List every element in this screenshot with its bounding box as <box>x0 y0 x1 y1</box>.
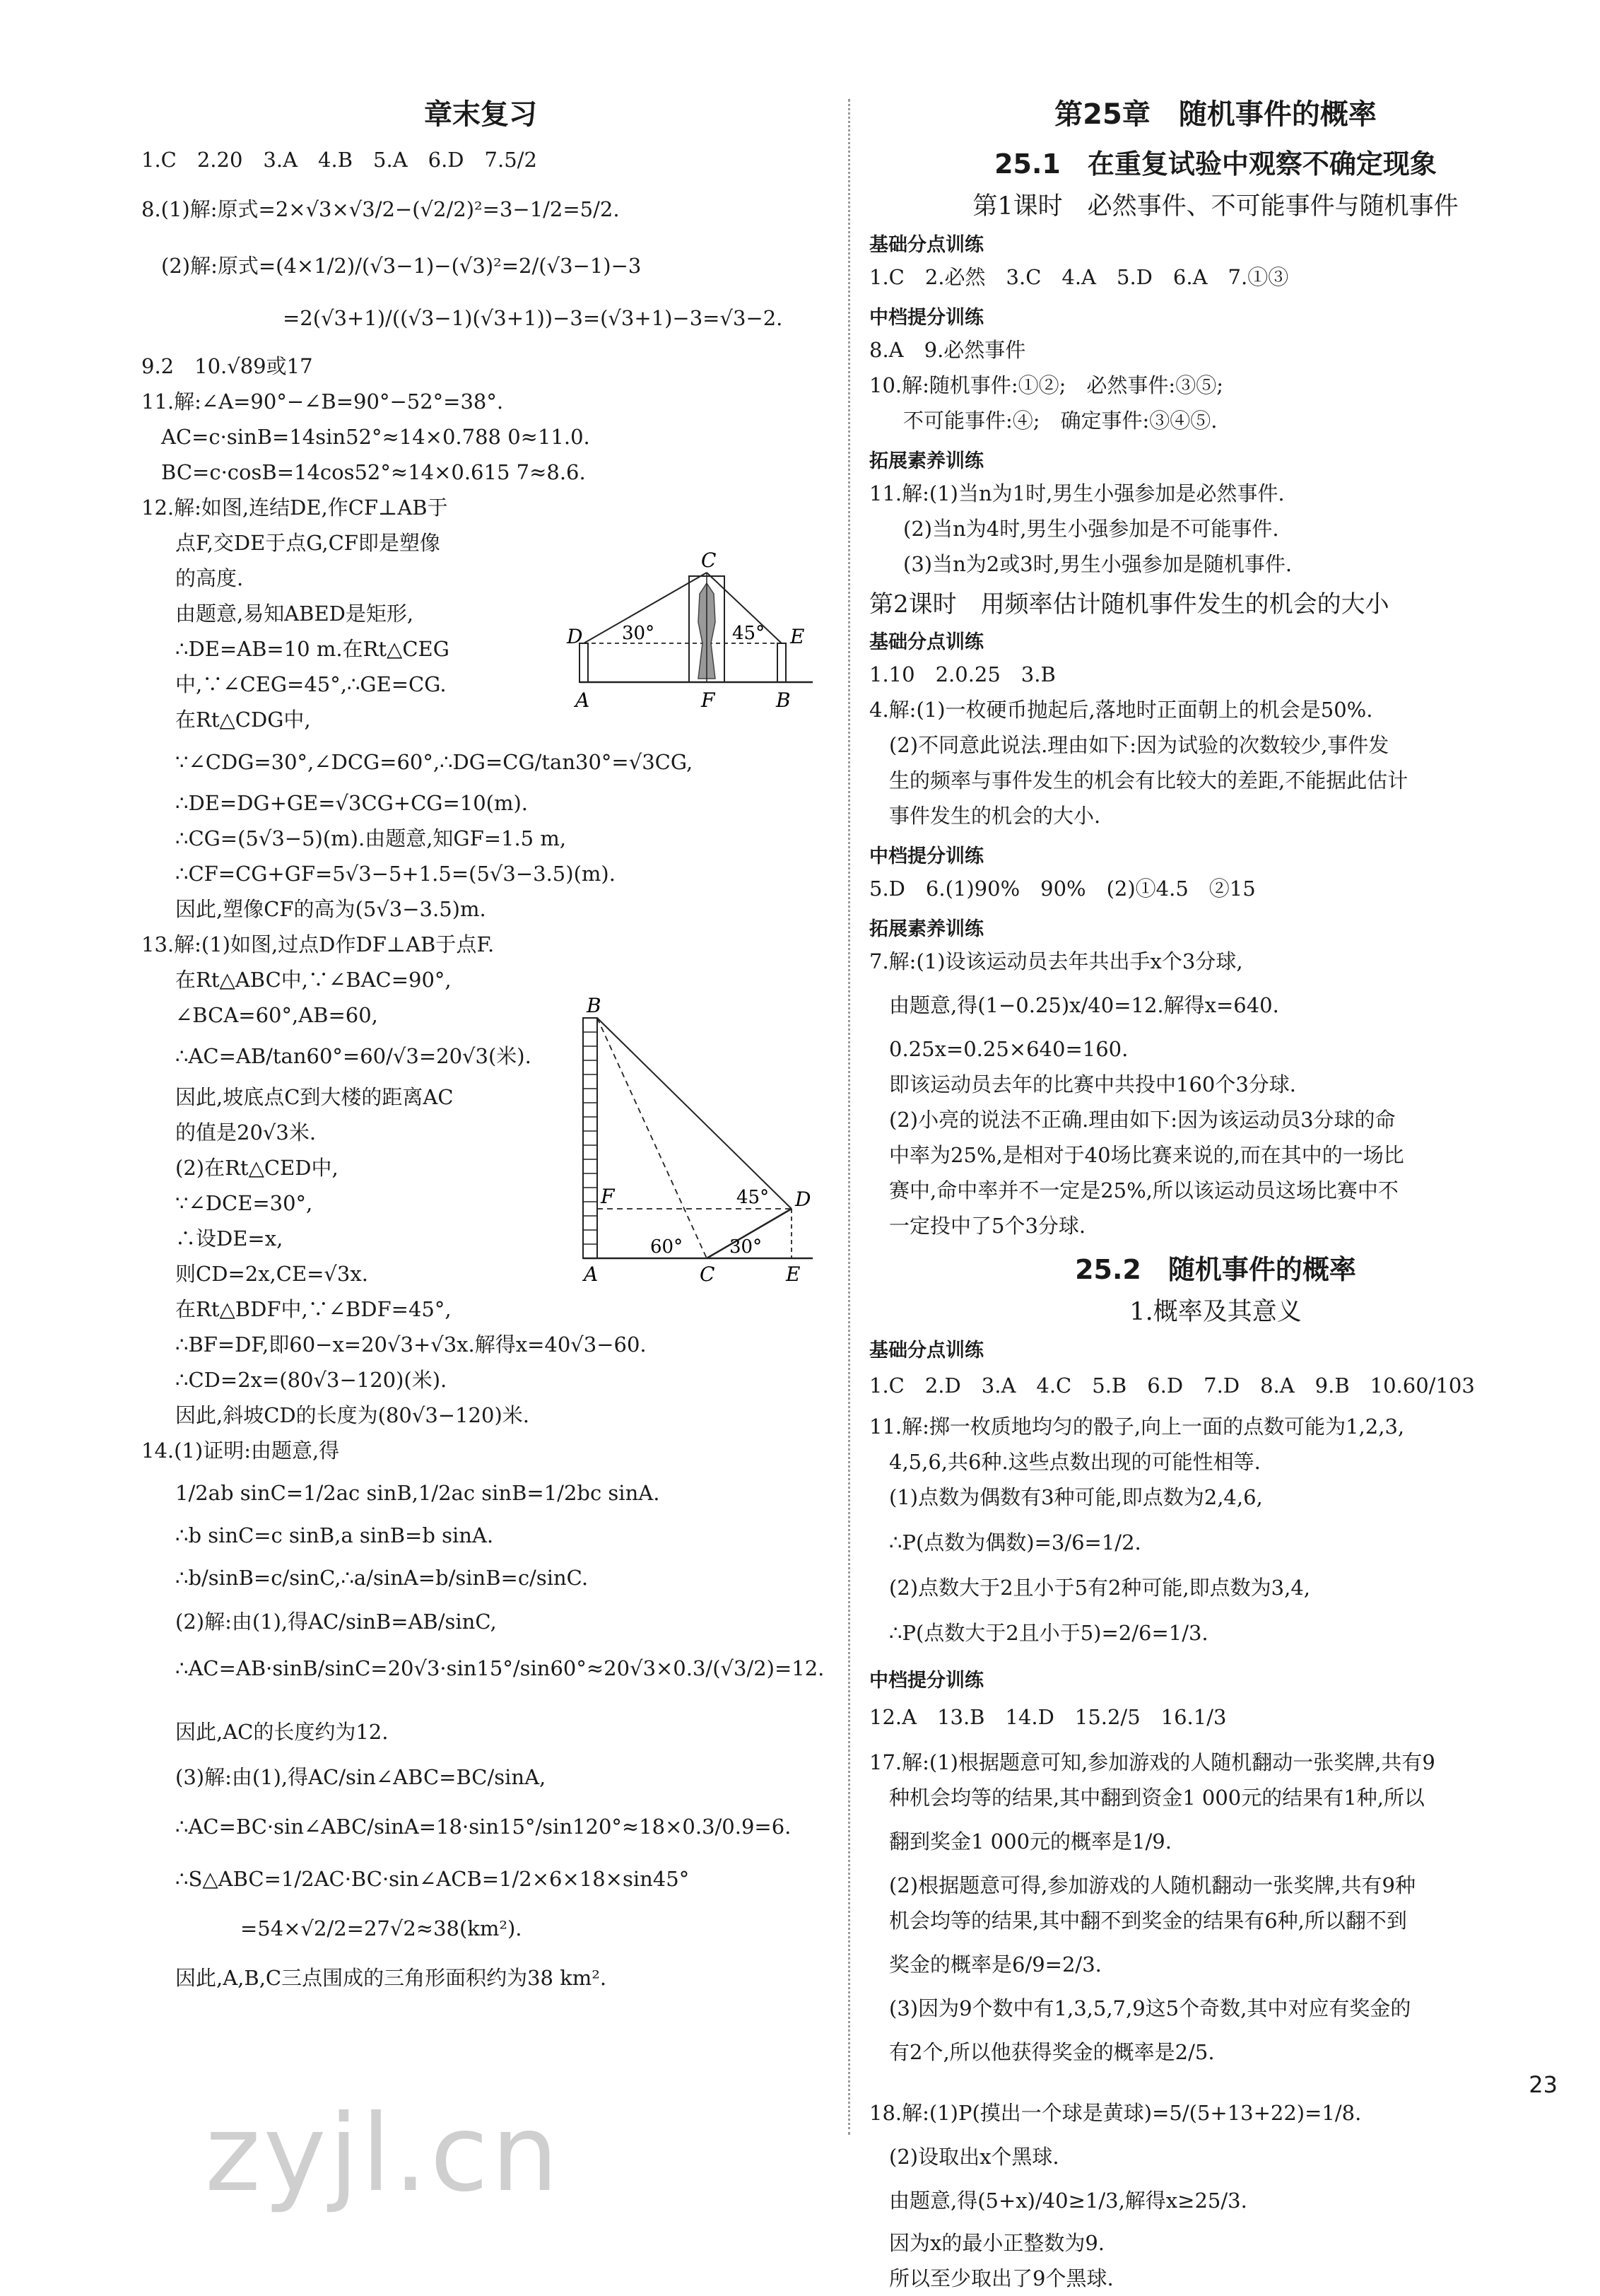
label-A: A <box>584 1263 599 1286</box>
answer-line: (2)解:由(1),得AC/sinB=AB/sinC, <box>175 1610 497 1634</box>
answer-line: 因此,AC的长度约为12. <box>175 1720 389 1744</box>
answer-line: AC=c·sinB=14sin52°≈14×0.788 0≈11.0. <box>161 425 590 449</box>
answer-line: 1.C 2.20 3.A 4.B 5.A 6.D 7.5/2 <box>141 148 537 172</box>
answer-line: 赛中,命中率并不一定是25%,所以该运动员这场比赛中不 <box>889 1178 1399 1202</box>
answer-line: 5.D 6.(1)90% 90% (2)①4.5 ②15 <box>869 877 1256 901</box>
answer-line: ∴CD=2x=(80√3−120)(米). <box>175 1368 447 1392</box>
answer-line: 所以至少取出了9个黑球. <box>889 2266 1114 2290</box>
answer-line: 中率为25%,是相对于40场比赛来说的,而在其中的一场比 <box>889 1143 1404 1167</box>
angle-60: 60° <box>650 1236 683 1258</box>
answer-line: 机会均等的结果,其中翻不到奖金的结果有6种,所以翻不到 <box>889 1909 1407 1933</box>
figure-13-building <box>580 997 820 1287</box>
answer-line: 1.C 2.必然 3.C 4.A 5.D 6.A 7.①③ <box>869 265 1289 289</box>
answer-line: 因为x的最小正整数为9. <box>889 2231 1105 2255</box>
lesson-1-title: 第1课时 必然事件、不可能事件与随机事件 <box>972 192 1459 221</box>
answer-line: (2)当n为4时,男生小强参加是不可能事件. <box>903 517 1279 541</box>
answer-line: ∴AC=AB·sinB/sinC=20√3·sin15°/sin60°≈20√3×0.3/(√3/2)=12. <box>175 1656 825 1680</box>
section-25-1-title: 25.1 在重复试验中观察不确定现象 <box>994 148 1437 180</box>
answer-line: (2)设取出x个黑球. <box>889 2145 1059 2169</box>
answer-line: (3)当n为2或3时,男生小强参加是随机事件. <box>903 552 1293 576</box>
answer-line: 有2个,所以他获得奖金的概率是2/5. <box>889 2040 1215 2064</box>
label-A: A <box>575 689 590 712</box>
answer-line: 1.C 2.D 3.A 4.C 5.B 6.D 7.D 8.A 9.B 10.60/103 <box>869 1374 1475 1398</box>
answer-line: 18.解:(1)P(摸出一个球是黄球)=5/(5+13+22)=1/8. <box>869 2101 1362 2125</box>
answer-line: ∴b/sinB=c/sinC,∴a/sinA=b/sinB=c/sinC. <box>175 1566 589 1590</box>
answer-line: 因此,塑像CF的高为(5√3−3.5)m. <box>175 897 486 921</box>
subheading-mid: 中档提分训练 <box>869 845 984 867</box>
column-divider <box>848 99 850 2135</box>
answer-line: 在Rt△ABC中,∵∠BAC=90°, <box>175 968 452 992</box>
answer-line: 因此,斜坡CD的长度为(80√3−120)米. <box>175 1403 529 1427</box>
answer-line: 0.25x=0.25×640=160. <box>889 1037 1129 1061</box>
answer-line: 12.A 13.B 14.D 15.2/5 16.1/3 <box>869 1705 1227 1729</box>
answer-line: ∴CF=CG+GF=5√3−5+1.5=(5√3−3.5)(m). <box>175 862 616 886</box>
answer-line: ∴AC=AB/tan60°=60/√3=20√3(米). <box>175 1044 531 1068</box>
right-column <box>869 92 1562 2296</box>
chapter-title: 第25章 随机事件的概率 <box>1054 98 1377 131</box>
subheading-basic: 基础分点训练 <box>869 1340 984 1361</box>
figure-12-svg <box>565 551 820 714</box>
answer-line: 11.解:掷一枚质地均匀的骰子,向上一面的点数可能为1,2,3, <box>869 1414 1405 1439</box>
answer-line: 生的频率与事件发生的机会有比较大的差距,不能据此估计 <box>889 768 1408 792</box>
subheading-extend: 拓展素养训练 <box>869 450 984 472</box>
answer-line: 翻到奖金1 000元的概率是1/9. <box>889 1829 1172 1853</box>
answer-line: BC=c·cosB=14cos52°≈14×0.615 7≈8.6. <box>161 460 586 484</box>
figure-12-statue <box>565 551 820 714</box>
answer-line: (3)因为9个数中有1,3,5,7,9这5个奇数,其中对应有奖金的 <box>889 1996 1411 2020</box>
answer-line: 点F,交DE于点G,CF即是塑像 <box>175 531 440 555</box>
answer-line: ∴P(点数为偶数)=3/6=1/2. <box>889 1530 1141 1554</box>
answer-line: (3)解:由(1),得AC/sin∠ABC=BC/sinA, <box>175 1765 546 1789</box>
answer-line: 一定投中了5个3分球. <box>889 1214 1086 1238</box>
answer-line: ∵∠DCE=30°, <box>175 1191 313 1215</box>
answer-line: 因此,A,B,C三点围成的三角形面积约为38 km². <box>175 1966 607 1990</box>
answer-line: 由题意,易知ABED是矩形, <box>175 602 414 626</box>
angle-30: 30° <box>622 623 655 644</box>
answer-line: ∴AC=BC·sin∠ABC/sinA=18·sin15°/sin120°≈18×0.3/0.9=6. <box>175 1815 792 1839</box>
answer-line: 事件发生的机会的大小. <box>889 804 1101 828</box>
label-E: E <box>790 625 805 648</box>
answer-line: 由题意,得(5+x)/40≥1/3,解得x≥25/3. <box>889 2189 1247 2213</box>
subheading-extend: 拓展素养训练 <box>869 918 984 940</box>
label-C: C <box>701 551 717 572</box>
figure-13-svg <box>580 997 820 1287</box>
answer-line: ∴CG=(5√3−5)(m).由题意,知GF=1.5 m, <box>175 826 567 850</box>
answer-line: (2)根据题意可得,参加游戏的人随机翻动一张奖牌,共有9种 <box>889 1873 1416 1897</box>
subheading-basic: 基础分点训练 <box>869 631 984 653</box>
label-B: B <box>776 689 791 712</box>
answer-line: (2)不同意此说法.理由如下:因为试验的次数较少,事件发 <box>889 733 1389 757</box>
answer-line: 因此,坡底点C到大楼的距离AC <box>175 1085 454 1109</box>
label-F: F <box>601 1185 615 1208</box>
answer-line: 17.解:(1)根据题意可知,参加游戏的人随机翻动一张奖牌,共有9 <box>869 1750 1435 1774</box>
label-F: F <box>701 689 715 712</box>
answer-line: 的高度. <box>175 566 244 590</box>
angle-30: 30° <box>729 1236 763 1258</box>
answer-line: ∴b sinC=c sinB,a sinB=b sinA. <box>175 1523 494 1547</box>
label-C: C <box>700 1263 715 1286</box>
answer-line: ∴BF=DF,即60−x=20√3+√3x.解得x=40√3−60. <box>175 1332 647 1357</box>
subheading-mid: 中档提分训练 <box>869 1670 984 1692</box>
answer-line: ∴设DE=x, <box>175 1226 283 1250</box>
label-D: D <box>795 1188 811 1211</box>
answer-line: ∵∠CDG=30°,∠DCG=60°,∴DG=CG/tan30°=√3CG, <box>175 750 693 774</box>
answer-line: 13.解:(1)如图,过点D作DF⊥AB于点F. <box>141 932 495 956</box>
answer-line: 1/2ab sinC=1/2ac sinB,1/2ac sinB=1/2bc sinA. <box>175 1481 660 1505</box>
lesson-2-title: 第2课时 用频率估计随机事件发生的机会的大小 <box>869 590 1389 619</box>
answer-line: 由题意,得(1−0.25)x/40=12.解得x=640. <box>889 993 1279 1017</box>
answer-line: (2)小亮的说法不正确.理由如下:因为该运动员3分球的命 <box>889 1108 1396 1132</box>
answer-line: ∴DE=AB=10 m.在Rt△CEG <box>175 637 449 661</box>
watermark: zyjl.cn <box>205 2092 562 2215</box>
angle-45: 45° <box>736 1187 770 1208</box>
answer-line: (1)点数为偶数有3种可能,即点数为2,4,6, <box>889 1485 1263 1509</box>
answer-line: ∴P(点数大于2且小于5)=2/6=1/3. <box>889 1621 1208 1645</box>
page-number: 23 <box>1529 2071 1558 2098</box>
answer-line: 8.(1)解:原式=2×√3×√3/2−(√2/2)²=3−1/2=5/2. <box>141 197 620 221</box>
answer-line: 的值是20√3米. <box>175 1120 317 1144</box>
answer-line: (2)点数大于2且小于5有2种可能,即点数为3,4, <box>889 1576 1310 1600</box>
answer-line: 在Rt△BDF中,∵∠BDF=45°, <box>175 1297 452 1321</box>
label-E: E <box>786 1263 801 1286</box>
answer-line: (2)解:原式=(4×1/2)/(√3−1)−(√3)²=2/(√3−1)−3 <box>161 254 642 278</box>
answer-line: 11.解:(1)当n为1时,男生小强参加是必然事件. <box>869 481 1285 505</box>
answer-line: 12.解:如图,连结DE,作CF⊥AB于 <box>141 496 448 520</box>
answer-line: 4.解:(1)一枚硬币抛起后,落地时正面朝上的机会是50%. <box>869 698 1373 722</box>
answer-line: 10.解:随机事件:①②; 必然事件:③⑤; <box>869 373 1223 397</box>
answer-line: 11.解:∠A=90°−∠B=90°−52°=38°. <box>141 390 504 414</box>
answer-line: 9.2 10.√89或17 <box>141 354 313 378</box>
answer-line: (2)在Rt△CED中, <box>175 1156 339 1180</box>
answer-line: ∴DE=DG+GE=√3CG+CG=10(m). <box>175 791 529 815</box>
lesson-3-title: 1.概率及其意义 <box>1129 1298 1302 1326</box>
subheading-basic: 基础分点训练 <box>869 234 984 256</box>
answer-line: 在Rt△CDG中, <box>175 708 311 732</box>
answer-line: 即该运动员去年的比赛中共投中160个3分球. <box>889 1072 1297 1096</box>
section-25-2-title: 25.2 随机事件的概率 <box>1075 1254 1356 1285</box>
subheading-mid: 中档提分训练 <box>869 307 984 329</box>
answer-line: 1.10 2.0.25 3.B <box>869 662 1056 686</box>
answer-line: 7.解:(1)设该运动员去年共出手x个3分球, <box>869 949 1243 973</box>
answer-line: 4,5,6,共6种.这些点数出现的可能性相等. <box>889 1450 1261 1474</box>
angle-45: 45° <box>732 623 765 644</box>
answer-line: 则CD=2x,CE=√3x. <box>175 1262 368 1286</box>
answer-line: =54×√2/2=27√2≈38(km²). <box>240 1916 522 1940</box>
answer-line: 中,∵∠CEG=45°,∴GE=CG. <box>175 672 447 696</box>
answer-line: 不可能事件:④; 确定事件:③④⑤. <box>903 409 1218 433</box>
answer-line: 14.(1)证明:由题意,得 <box>141 1439 340 1463</box>
chapter-review-title: 章末复习 <box>424 98 537 131</box>
answer-line: ∴S△ABC=1/2AC·BC·sin∠ACB=1/2×6×18×sin45° <box>175 1867 690 1891</box>
answer-line: 奖金的概率是6/9=2/3. <box>889 1952 1102 1976</box>
label-D: D <box>567 625 583 648</box>
answer-line: 种机会均等的结果,其中翻到资金1 000元的结果有1种,所以 <box>889 1786 1425 1810</box>
answer-line: =2(√3+1)/((√3−1)(√3+1))−3=(√3+1)−3=√3−2. <box>283 306 783 330</box>
label-B: B <box>587 997 601 1017</box>
answer-line: 8.A 9.必然事件 <box>869 338 1026 362</box>
answer-line: ∠BCA=60°,AB=60, <box>175 1003 378 1027</box>
